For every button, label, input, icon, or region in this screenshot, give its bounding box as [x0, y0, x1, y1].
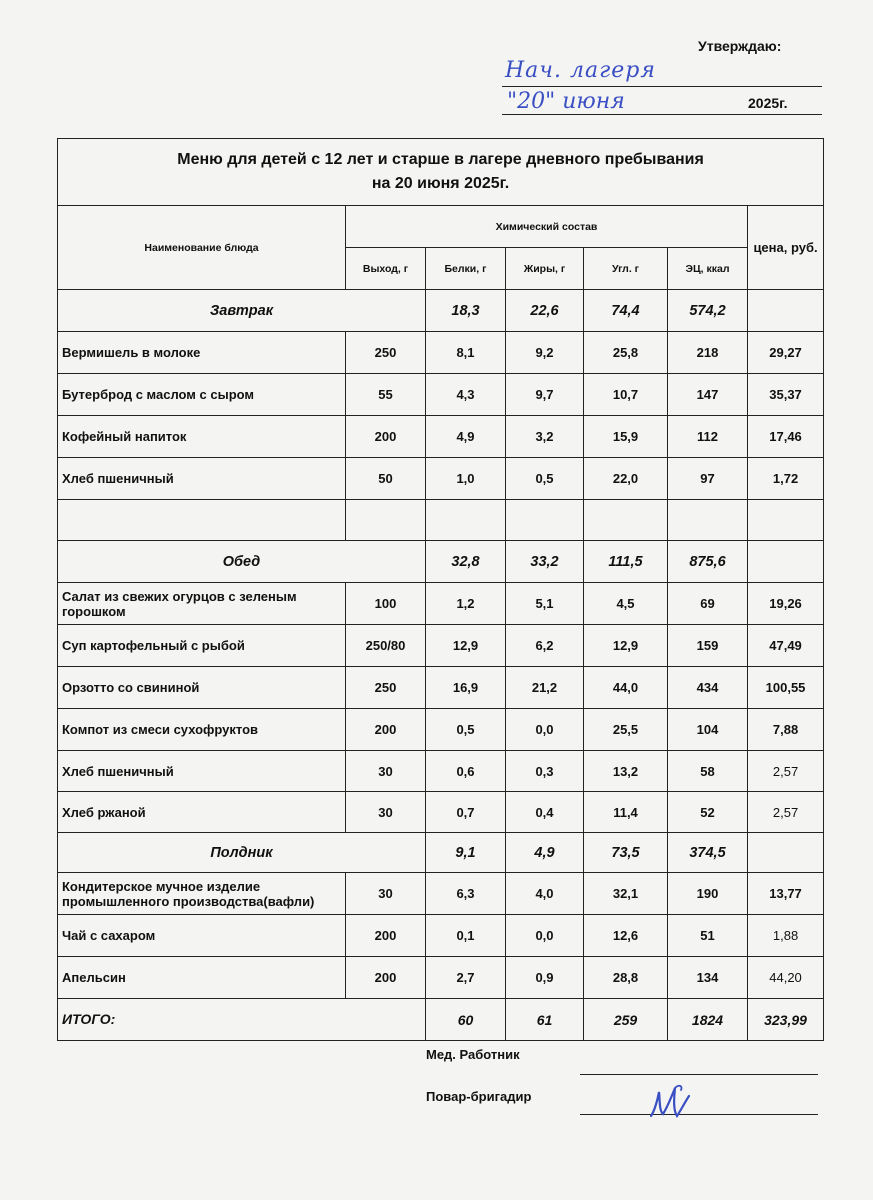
menu-table: [57, 138, 824, 1041]
header-dish-name: Наименование блюда: [58, 206, 346, 290]
dish-output: 250/80: [346, 625, 426, 667]
dish-fat: 5,1: [506, 583, 584, 625]
total-row: [58, 999, 824, 1041]
dish-protein: 0,7: [426, 792, 506, 833]
dish-energy: 104: [668, 709, 748, 751]
menu-title-line-2: на 20 июня 2025г.: [371, 175, 510, 192]
cook-label: Повар-бригадир: [426, 1089, 532, 1104]
section-price-empty: [748, 290, 824, 332]
table-row: [58, 332, 824, 374]
dish-protein: 16,9: [426, 667, 506, 709]
dish-name: Чай с сахаром: [58, 915, 346, 957]
table-row: [58, 792, 824, 833]
dish-output: 200: [346, 709, 426, 751]
dish-name: Хлеб пшеничный: [58, 458, 346, 500]
dish-fat: 21,2: [506, 667, 584, 709]
header-chem-composition: Химический состав: [346, 206, 748, 248]
dish-protein: 0,5: [426, 709, 506, 751]
dish-price: 7,88: [748, 709, 824, 751]
dish-carbs: 11,4: [584, 792, 668, 833]
dish-output: 200: [346, 915, 426, 957]
dish-carbs: 22,0: [584, 458, 668, 500]
dish-energy: 159: [668, 625, 748, 667]
dish-carbs: 32,1: [584, 873, 668, 915]
section-row-lunch: [58, 541, 824, 583]
dish-price: 17,46: [748, 416, 824, 458]
dish-name: Салат из свежих огурцов с зеленым горошком: [58, 583, 346, 625]
dish-fat: 6,2: [506, 625, 584, 667]
dish-energy: 434: [668, 667, 748, 709]
dish-output: 30: [346, 751, 426, 792]
dish-energy: 51: [668, 915, 748, 957]
dish-energy: 218: [668, 332, 748, 374]
total-protein: 60: [426, 999, 506, 1041]
med-worker-signature-line: [580, 1074, 818, 1075]
section-carbs: 111,5: [584, 541, 668, 583]
dish-name: Апельсин: [58, 957, 346, 999]
dish-protein: 6,3: [426, 873, 506, 915]
total-label: ИТОГО:: [58, 999, 426, 1041]
dish-fat: 3,2: [506, 416, 584, 458]
total-carbs: 259: [584, 999, 668, 1041]
section-energy: 875,6: [668, 541, 748, 583]
table-row: [58, 957, 824, 999]
section-fat: 22,6: [506, 290, 584, 332]
section-carbs: 73,5: [584, 833, 668, 873]
dish-name: Суп картофельный с рыбой: [58, 625, 346, 667]
total-fat: 61: [506, 999, 584, 1041]
table-row: [58, 416, 824, 458]
header-price: цена, руб.: [748, 206, 824, 290]
dish-name: Кондитерское мучное изделие промышленного производства(вафли): [58, 873, 346, 915]
header-carbs: Угл. г: [584, 248, 668, 290]
header-protein: Белки, г: [426, 248, 506, 290]
med-worker-label: Мед. Работник: [426, 1047, 520, 1062]
table-row: [58, 458, 824, 500]
dish-carbs: 10,7: [584, 374, 668, 416]
dish-carbs: 12,6: [584, 915, 668, 957]
table-row: [58, 915, 824, 957]
dish-price: 100,55: [748, 667, 824, 709]
dish-output: 100: [346, 583, 426, 625]
table-row: [58, 873, 824, 915]
dish-protein: 12,9: [426, 625, 506, 667]
dish-carbs: 25,5: [584, 709, 668, 751]
dish-name: Вермишель в молоке: [58, 332, 346, 374]
dish-price: 1,88: [748, 915, 824, 957]
section-row-snack: [58, 833, 824, 873]
dish-fat: 9,2: [506, 332, 584, 374]
dish-energy: 97: [668, 458, 748, 500]
dish-price: 13,77: [748, 873, 824, 915]
dish-fat: 0,4: [506, 792, 584, 833]
dish-energy: 147: [668, 374, 748, 416]
header-fat: Жиры, г: [506, 248, 584, 290]
dish-output: 250: [346, 667, 426, 709]
section-row-breakfast: [58, 290, 824, 332]
table-row: [58, 374, 824, 416]
dish-output: 55: [346, 374, 426, 416]
dish-fat: 0,0: [506, 915, 584, 957]
section-protein: 18,3: [426, 290, 506, 332]
section-price-empty: [748, 541, 824, 583]
dish-energy: 69: [668, 583, 748, 625]
menu-title: [58, 139, 824, 206]
section-price-empty: [748, 833, 824, 873]
dish-protein: 8,1: [426, 332, 506, 374]
dish-price: 2,57: [748, 792, 824, 833]
handwritten-date: "20" июня: [507, 89, 625, 114]
dish-protein: 1,0: [426, 458, 506, 500]
dish-fat: 0,5: [506, 458, 584, 500]
section-fat: 4,9: [506, 833, 584, 873]
dish-protein: 2,7: [426, 957, 506, 999]
approval-label: Утверждаю:: [698, 38, 782, 54]
dish-carbs: 28,8: [584, 957, 668, 999]
dish-name: Орзотто со свининой: [58, 667, 346, 709]
dish-fat: 0,3: [506, 751, 584, 792]
handwritten-position: Нач. лагеря: [505, 58, 656, 83]
section-name: Обед: [58, 541, 426, 583]
dish-carbs: 4,5: [584, 583, 668, 625]
dish-energy: 58: [668, 751, 748, 792]
table-row: [58, 667, 824, 709]
dish-price: 2,57: [748, 751, 824, 792]
dish-name: Кофейный напиток: [58, 416, 346, 458]
header-energy: ЭЦ, ккал: [668, 248, 748, 290]
section-energy: 574,2: [668, 290, 748, 332]
section-fat: 33,2: [506, 541, 584, 583]
dish-protein: 1,2: [426, 583, 506, 625]
dish-output: 200: [346, 957, 426, 999]
dish-price: 29,27: [748, 332, 824, 374]
dish-protein: 4,3: [426, 374, 506, 416]
dish-carbs: 44,0: [584, 667, 668, 709]
dish-fat: 0,9: [506, 957, 584, 999]
dish-price: 19,26: [748, 583, 824, 625]
dish-output: 50: [346, 458, 426, 500]
total-price: 323,99: [748, 999, 824, 1041]
dish-price: 35,37: [748, 374, 824, 416]
dish-price: 44,20: [748, 957, 824, 999]
dish-output: 30: [346, 873, 426, 915]
dish-carbs: 25,8: [584, 332, 668, 374]
dish-energy: 112: [668, 416, 748, 458]
section-energy: 374,5: [668, 833, 748, 873]
dish-output: 250: [346, 332, 426, 374]
dish-protein: 0,6: [426, 751, 506, 792]
approval-line-1: [502, 86, 822, 87]
section-name: Полдник: [58, 833, 426, 873]
dish-energy: 134: [668, 957, 748, 999]
dish-fat: 4,0: [506, 873, 584, 915]
dish-protein: 4,9: [426, 416, 506, 458]
dish-price: 47,49: [748, 625, 824, 667]
section-name: Завтрак: [58, 290, 426, 332]
table-row: [58, 709, 824, 751]
menu-title-line-1: Меню для детей с 12 лет и старше в лагере дневного пребывания: [177, 151, 704, 168]
table-row: [58, 625, 824, 667]
dish-output: 30: [346, 792, 426, 833]
dish-energy: 190: [668, 873, 748, 915]
header-output: Выход, г: [346, 248, 426, 290]
section-carbs: 74,4: [584, 290, 668, 332]
dish-name: Хлеб ржаной: [58, 792, 346, 833]
dish-fat: 9,7: [506, 374, 584, 416]
table-row: [58, 751, 824, 792]
cook-signature-icon: [645, 1080, 705, 1126]
dish-price: 1,72: [748, 458, 824, 500]
table-row: [58, 583, 824, 625]
dish-protein: 0,1: [426, 915, 506, 957]
empty-row: [58, 500, 824, 541]
dish-name: Компот из смеси сухофруктов: [58, 709, 346, 751]
dish-output: 200: [346, 416, 426, 458]
dish-name: Бутерброд с маслом с сыром: [58, 374, 346, 416]
section-protein: 9,1: [426, 833, 506, 873]
approval-year: 2025г.: [748, 95, 788, 111]
approval-line-2: [502, 114, 822, 115]
dish-carbs: 15,9: [584, 416, 668, 458]
dish-energy: 52: [668, 792, 748, 833]
dish-name: Хлеб пшеничный: [58, 751, 346, 792]
dish-carbs: 12,9: [584, 625, 668, 667]
dish-carbs: 13,2: [584, 751, 668, 792]
dish-fat: 0,0: [506, 709, 584, 751]
section-protein: 32,8: [426, 541, 506, 583]
total-energy: 1824: [668, 999, 748, 1041]
